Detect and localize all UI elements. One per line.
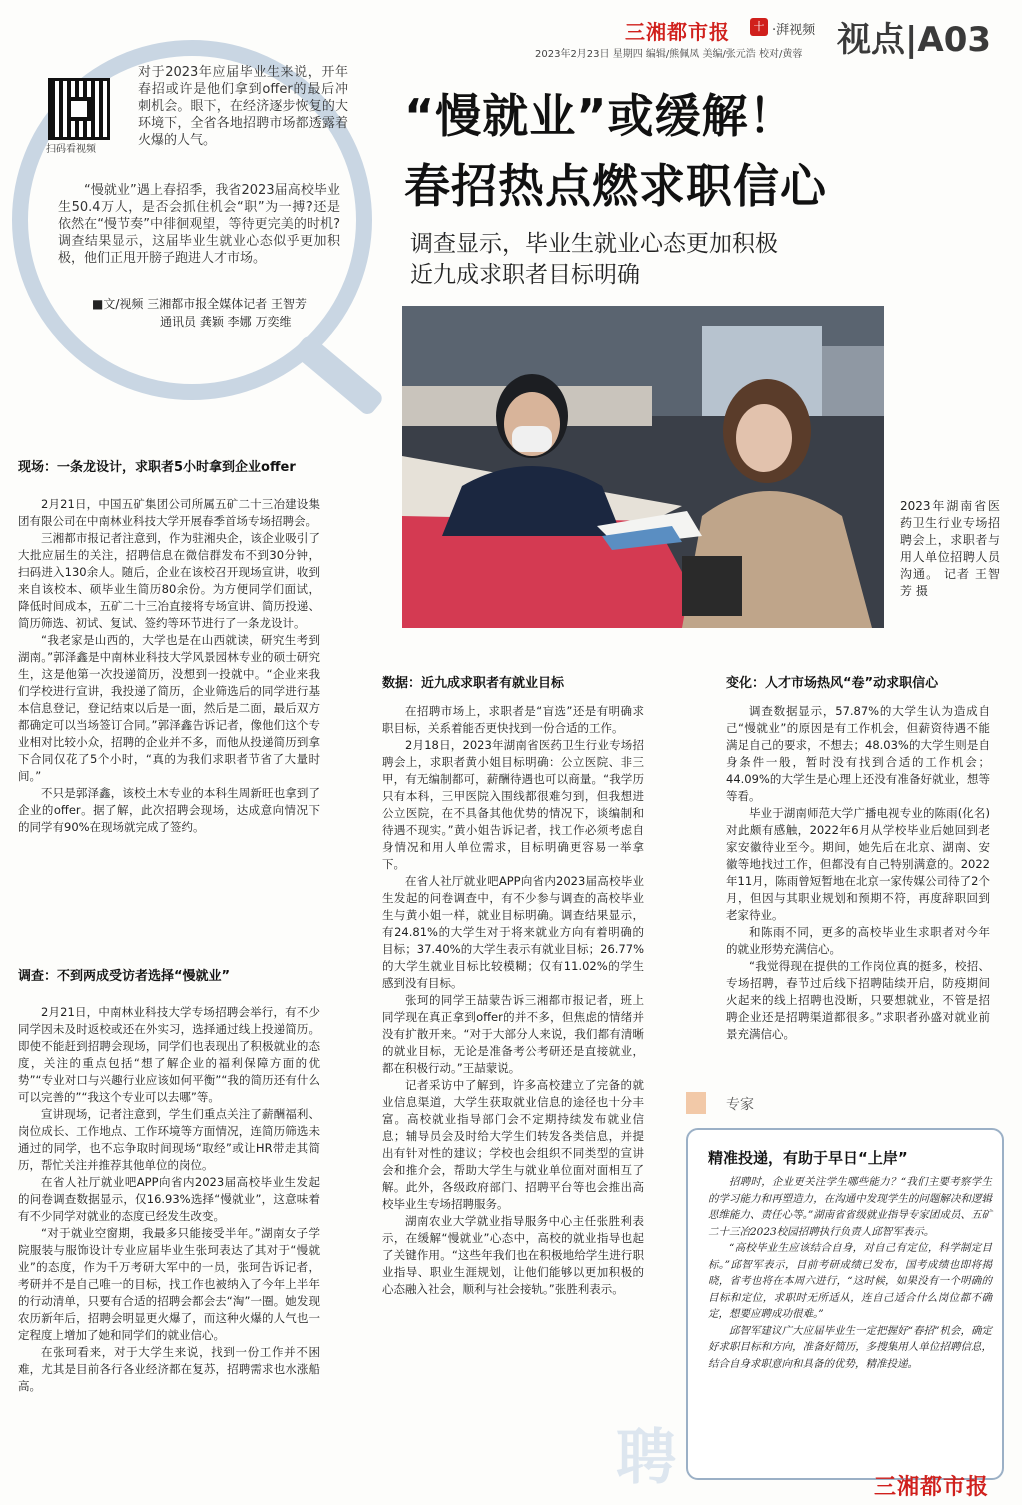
footer-logo: 三湘都市报 [874,1475,990,1500]
section-1-heading: 现场：一条龙设计，求职者5小时拿到企业offer [18,460,296,475]
video-badge-icon: 十 [750,18,768,36]
section-3-para: 记者采访中了解到，许多高校建立了完备的就业信息渠道，大学生获取就业信息的途径也十分丰富。高校就业指导部门会不定期持续发布就业信息；辅导员会及时给大学生们转发各类信息，并提出有针对性的建议；学校也会组织不同类型的宣讲会和推介会，帮助大学生与就业单位面对面相互了解。此外，各级政府部门、招聘平台等也会推出高校毕业生专场招聘服务。 [382,1078,644,1211]
headline-line-1: “慢就业”或缓解！ [404,89,796,143]
photo-illustration [402,306,884,628]
intro-para-2 [58,182,340,267]
byline-correspondents: 通讯员 龚颖 李娜 万奕维 [160,315,292,329]
section-4-body [726,703,990,1043]
section-2-para: “对于就业空窗期，我最多只能接受半年。”湖南女子学院服装与服饰设计专业应届毕业生张珂表达了其对于“慢就业”的态度，作为千万考研大军中的一员，张珂告诉记者，考研并不是自己唯一的目标，找工作也被纳入了今年上半年的行动清单，只要有合适的招聘会都会去“淘”一圈。她发现农历新年后，招聘会明显更火爆了，而这种火爆的人气也一定程度上增加了她和同学们的就业信心。 [18,1226,320,1342]
expert-tag-label: 专家 [726,1097,754,1113]
section-3-para: 张珂的同学王喆蒙告诉三湘都市报记者，班上同学现在真正拿到offer的并不多，但焦虑的情绪并没有扩散开来。“对于大部分人来说，我们都有清晰的就业目标，无论是准备考公考研还是直接就业，都在积极行动。”王喆蒙说。 [382,993,644,1075]
section-1-para: 2月21日，中国五矿集团公司所属五矿二十三冶建设集团有限公司在中南林业科技大学开展春季首场专场招聘会。 [18,497,320,528]
section-4-heading: 变化：人才市场热风“卷”动求职信心 [726,676,939,691]
section-page-label: 视点|A03 [837,20,992,60]
quote-mark-icon [686,1092,706,1114]
section-2-para: 在张珂看来，对于大学生来说，找到一份工作并不困难，尤其是目前各行各业经济都在复苏，招聘需求也水涨船高。 [18,1345,320,1393]
photo-caption: 2023年湖南省医药卫生行业专场招聘会上，求职者与用人单位招聘人员沟通。 记者 王智芳 摄 [900,499,1000,598]
masthead [535,12,1015,60]
issue-meta: 2023年2月23日 星期四 编辑/熊佩凤 美编/张元浩 校对/黄蓉 [535,49,803,60]
section-3-para: 在省人社厅就业吧APP向省内2023届高校毕业生发起的问卷调查中，有不少参与调查的高校毕业生与黄小姐一样，就业目标明确。调查结果显示，有24.81%的大学生对于将来就业方向有着明确的目标；37.40%的大学生表示有就业目标；26.77%的大学生就业目标比较模糊；仅有11.02%的学生感到没有目标。 [382,874,644,990]
section-3-heading: 数据：近九成求职者有就业目标 [382,676,565,691]
intro-para-1 [138,64,348,149]
section-1-para: 三湘都市报记者注意到，作为驻湘央企，该企业吸引了大批应届生的关注，招聘信息在微信群发布不到30分钟，扫码进入130余人。随后，企业在该校召开现场宣讲，收到来自该校本、硕毕业生简历80余份。为方便同学们面试，降低时间成本，五矿二十三冶直接将专场宣讲、简历投递、简历筛选、初试、复试、签约等环节进行了一条龙设计。 [18,531,320,630]
section-3-body [382,703,644,1298]
watermark-glyph: 聘 [616,1423,676,1493]
section-2-heading: 调查：不到两成受访者选择“慢就业” [18,969,231,984]
section-3-para: 2月18日，2023年湖南省医药卫生行业专场招聘会上，求职者黄小姐目标明确：公立医院、非三甲，有无编制都可，薪酬待遇也可以商量。“我学历只有本科，三甲医院入围线都很难匀到，但我想进公立医院，在不具备其他优势的情况下，谈编制和待遇不现实。”黄小姐告诉记者，找工作必须考虑自身情况和用人单位需求，目标明确更容易一举拿下。 [382,738,644,871]
expert-tag [686,1090,796,1118]
subheadline-1: 调查显示，毕业生就业心态更加积极 [410,231,778,257]
magnifier-handle-icon [292,333,385,417]
expert-para: “高校毕业生应该结合自身，对自己有定位，科学制定目标。”邱智军表示，目前考研成绩已发布，国考成绩也即将揭晓，省考也将在本周六进行，“这时候，如果没有一个明确的目标和定位，求职时无所适从，连自己适合什么岗位都不确定，想要应聘成功很难。” [708,1242,992,1320]
job-fair-photo [402,306,884,628]
intro-text-1: 对于2023年应届毕业生来说，开年春招或许是他们拿到offer的最后冲刺机会。眼下，在经济逐步恢复的大环境下，全省各地招聘市场都透露着火爆的人气。 [138,65,348,148]
section-1-para: “我老家是山西的，大学也是在山西就读，研究生考到湖南。”郭泽鑫是中南林业科技大学风景园林专业的硕士研究生，这是他第一次投递简历，没想到一投就中。“企业来我们学校进行宣讲，我投递了简历，企业筛选后的同学进行基本信息登记，登记结束以后是一面，然后是二面，最后双方都确定可以当场签订合同。”郭泽鑫告诉记者，像他们这个专业相对比较小众，招聘的企业并不多，而他从投递简历到拿下合同仅花了5个小时，“真的为我们求职者节省了大量时间。” [18,633,320,783]
headline-line-2: 春招热点燃求职信心 [404,159,827,213]
expert-title: 精准投递，有助于早日“上岸” [708,1149,908,1167]
section-4-para: 调查数据显示，57.87%的大学生认为造成自己“慢就业”的原因是有工作机会，但薪资待遇不能满足自己的要求，不想去；48.03%的大学生则是自身条件一般，暂时没有找到合适的工作机会；44.09%的大学生是心理上还没有准备好就业，想等等看。 [726,704,990,803]
logo-sub: ·湃视频 [772,23,816,38]
byline-author: ■文/视频 三湘都市报全媒体记者 王智芳 [92,297,308,311]
expert-body [708,1174,992,1372]
intro-text-2: “慢就业”遇上春招季，我省2023届高校毕业生50.4万人，是否会抓住机会“职”为一搏?还是依然在“慢节奏”中徘徊观望，等待更完美的时机?调查结果显示，这届毕业生就业心态似乎更加积极，他们正甩开膀子跑进人才市场。 [58,183,340,266]
newspaper-logo: 三湘都市报 [625,20,730,44]
byline [92,295,307,331]
section-1-body [18,496,320,836]
section-3-para: 在招聘市场上，求职者是“盲选”还是有明确求职目标，关系着能否更快找到一份合适的工作。 [382,704,644,735]
subheadline-2: 近九成求职者目标明确 [410,262,640,288]
section-4-para: “我觉得现在提供的工作岗位真的挺多，校招、专场招聘，春节过后线下招聘陆续开启，防疫期间火起来的线上招聘也没断，只要想就业，不管是招聘企业还是招聘渠道都很多。”求职者孙盛对就业前景充满信心。 [726,959,990,1041]
expert-para: 邱智军建议广大应届毕业生一定把握好“春招”机会，确定好求职目标和方向，准备好简历，多搜集用人单位招聘信息，结合自身求职意向和具备的优势，精准投递。 [708,1324,992,1370]
section-2-para: 宣讲现场，记者注意到，学生们重点关注了薪酬福利、岗位成长、工作地点、工作环境等方面情况，连简历筛选未通过的同学，也不忘争取时间现场“取经”或让HR带走其简历，帮忙关注并推荐其他单位的岗位。 [18,1107,320,1172]
section-2-para: 在省人社厅就业吧APP向省内2023届高校毕业生发起的问卷调查数据显示，仅16.93%选择“慢就业”，这意味着有不少同学对就业的态度已经发生改变。 [18,1175,320,1223]
section-2-para: 2月21日，中南林业科技大学专场招聘会举行，有不少同学因未及时返校或还在外实习，选择通过线上投递简历。即使不能赶到招聘会现场，同学们也表现出了积极就业的态度，关注的重点包括“想了解企业的福利保障方面的优势”“专业对口与兴趣行业应该如何平衡”“我的简历还有什么可以完善的”“我这个专业可以去哪”等。 [18,1005,320,1104]
section-4-para: 毕业于湖南师范大学广播电视专业的陈雨(化名)对此颇有感触，2022年6月从学校毕业后她回到老家安徽待业至今。期间，她先后在北京、湖南、安徽等地找过工作，但都没有自己特别满意的。2022年11月，陈雨曾短暂地在北京一家传媒公司待了2个月，但因与其职业规划和预期不符，再度辞职回到老家待业。 [726,806,990,922]
expert-para: 招聘时，企业更关注学生哪些能力？“我们主要考察学生的学习能力和再塑造力，在沟通中发现学生的问题解决和逻辑思维能力、责任心等。”湖南省省级就业指导专家团成员、五矿二十三冶2023校园招聘执行负责人邱智军表示。 [708,1176,992,1238]
section-4-para: 和陈雨不同，更多的高校毕业生求职者对今年的就业形势充满信心。 [726,925,990,956]
qr-label: 扫码看视频 [46,144,96,155]
section-1-para: 不只是郭泽鑫，该校土木专业的本科生周新旺也拿到了企业的offer。据了解，此次招聘会现场，达成意向情况下的同学有90%在现场就完成了签约。 [18,786,320,834]
section-3-para: 湖南农业大学就业指导服务中心主任张胜利表示，在缓解“慢就业”心态中，高校的就业指导也起了关键作用。“这些年我们也在积极地给学生进行职业指导、职业生涯规划，让他们能够以更加积极的心态融入社会，顺利与社会接轨。”张胜利表示。 [382,1214,644,1296]
qr-code-icon[interactable] [48,78,110,140]
section-2-body [18,1004,320,1395]
